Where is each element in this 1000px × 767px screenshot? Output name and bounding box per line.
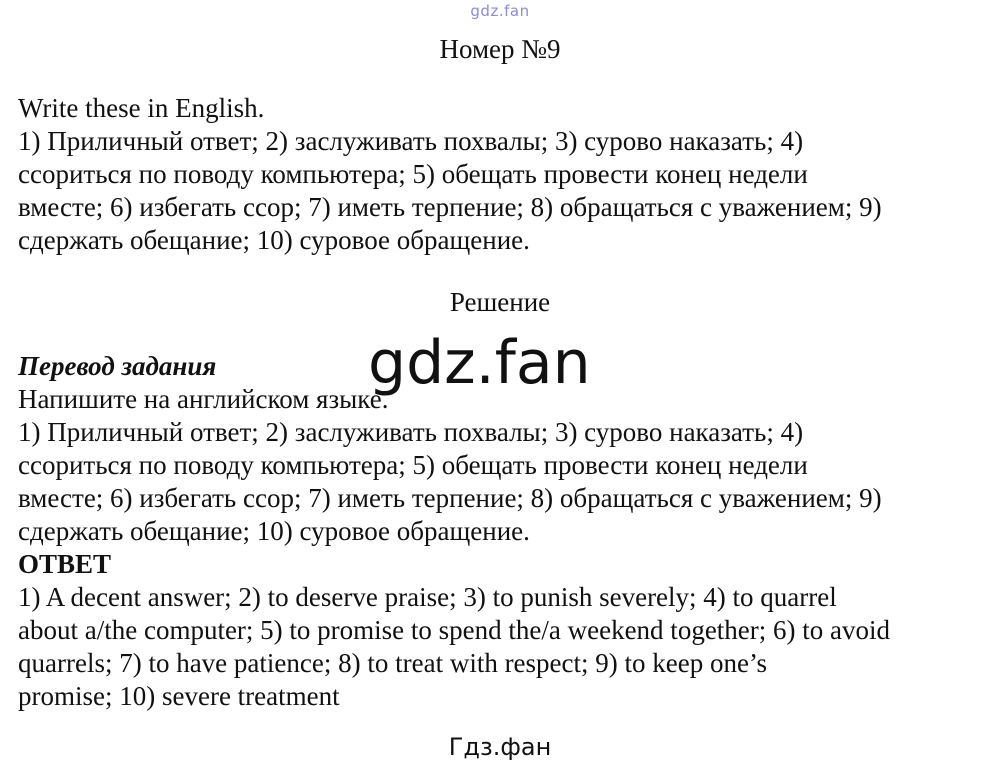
center-watermark: gdz.fan [368,328,591,398]
bottom-watermark: Гдз.фан [448,733,552,761]
translation-line: сдержать обещание; 10) суровое обращение. [18,516,530,546]
task-line: вместе; 6) избегать ссор; 7) иметь терпение; 8) обращаться с уважением; 9) [18,192,882,222]
translation-line: ссориться по поводу компьютера; 5) обещать провести конец недели [18,450,808,480]
solution-title: Решение [449,287,551,317]
answer-line: about a/the computer; 5) to promise to spend the/a weekend together; 6) to avoid [18,615,891,645]
translation-block [18,350,993,713]
task-block [18,92,993,257]
task-instruction: Write these in English. [18,93,265,123]
translation-line: вместе; 6) избегать ссор; 7) иметь терпение; 8) обращаться с уважением; 9) [18,483,882,513]
task-line: 1) Приличный ответ; 2) заслуживать похвалы; 3) сурово наказать; 4) [18,126,804,156]
translation-heading: Перевод задания [18,351,217,381]
answer-line: promise; 10) severe treatment [18,681,340,711]
top-watermark: gdz.fan [470,2,530,20]
translation-line: 1) Приличный ответ; 2) заслуживать похвалы; 3) сурово наказать; 4) [18,417,804,447]
answer-line: 1) A decent answer; 2) to deserve praise; 3) to punish severely; 4) to quarrel [18,582,837,612]
translation-instruction: Напишите на английском языке. [18,384,389,414]
answer-line: quarrels; 7) to have patience; 8) to treat with respect; 9) to keep one’s [18,648,767,678]
task-line: сдержать обещание; 10) суровое обращение. [18,225,530,255]
answer-heading: ОТВЕТ [18,549,112,579]
task-line: ссориться по поводу компьютера; 5) обещать провести конец недели [18,159,808,189]
page-title: Номер №9 [439,34,561,64]
